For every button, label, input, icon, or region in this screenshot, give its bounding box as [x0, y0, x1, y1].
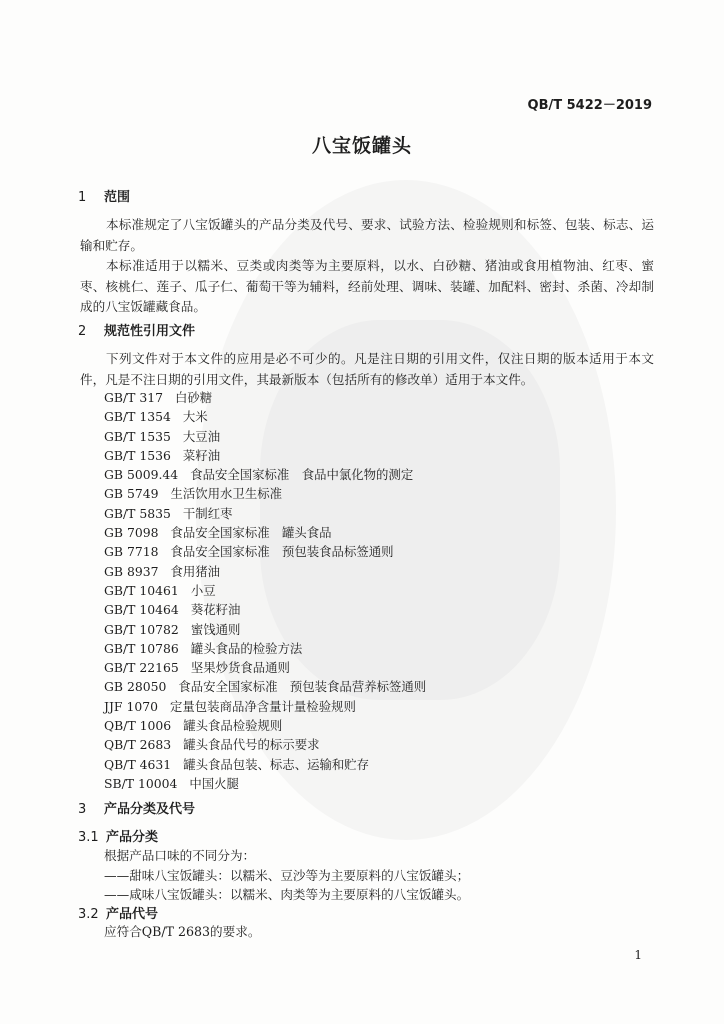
reference-item: [104, 735, 426, 754]
reference-title: 罐头食品包装、标志、运输和贮存: [183, 756, 370, 772]
reference-code: QB/T 1006: [104, 718, 172, 734]
section-1-paragraph-1: 本标准规定了八宝饭罐头的产品分类及代号、要求、试验方法、检验规则和标签、包装、标志、运输和贮存。: [80, 217, 654, 253]
reference-title: 坚果炒货食品通则: [190, 660, 290, 676]
section-1-paragraph-2: 本标准适用于以糯米、豆类或肉类等为主要原料，以水、白砂糖、猪油或食用植物油、红枣、蜜枣、核桃仁、莲子、瓜子仁、葡萄干等为辅料，经前处理、调味、装罐、加配料、密封、杀菌、冷却制成的八宝饭罐藏食品。: [80, 258, 654, 314]
section-1-heading: [78, 186, 130, 205]
section-number: 2: [78, 324, 87, 339]
reference-code: GB/T 1536: [104, 447, 171, 463]
reference-title: 食品安全国家标准 食品中氯化物的测定: [190, 467, 414, 483]
reference-code: GB/T 5835: [104, 505, 171, 521]
reference-code: SB/T 10004: [104, 775, 178, 791]
section-3-heading: [78, 798, 195, 817]
reference-code: GB/T 10786: [104, 640, 179, 656]
reference-item: [104, 542, 426, 561]
reference-item: [104, 523, 426, 542]
reference-item: [104, 388, 426, 407]
reference-title: 中国火腿: [189, 775, 239, 791]
reference-item: [104, 716, 426, 735]
reference-item: [104, 755, 426, 774]
product-code-text: 应符合QB/T 2683的要求。: [104, 924, 261, 939]
subsection-number: 3.1: [78, 830, 99, 845]
reference-title: 葵花籽油: [190, 602, 241, 618]
section-number: 1: [78, 190, 87, 205]
section-2-heading: [78, 320, 195, 339]
reference-title: 小豆: [190, 582, 216, 598]
reference-title: 食品安全国家标准 预包装食品标签通则: [170, 544, 394, 560]
reference-item: [104, 562, 426, 581]
section-title: 规范性引用文件: [104, 324, 196, 339]
section-3-2-heading: [78, 903, 158, 922]
reference-code: GB/T 317: [104, 390, 164, 405]
reference-title: 罐头食品代号的标示要求: [183, 737, 320, 753]
reference-code: GB/T 10461: [104, 582, 179, 598]
reference-item: [104, 427, 426, 446]
section-2-paragraph: 下列文件对于本文件的应用是必不可少的。凡是注日期的引用文件，仅注日期的版本适用于本文件，凡是不注日期的引用文件，其最新版本（包括所有的修改单）适用于本文件。: [80, 351, 654, 387]
reference-code: JJF 1070: [104, 698, 159, 714]
reference-item: [104, 697, 426, 716]
reference-title: 罐头食品检验规则: [183, 718, 283, 734]
reference-item: [104, 774, 426, 793]
section-title: 产品分类及代号: [104, 802, 196, 817]
reference-item: [104, 446, 426, 465]
subsection-title: 产品代号: [106, 907, 159, 922]
reference-code: GB 28050: [104, 679, 167, 695]
classification-item-sweet: ——甜味八宝饭罐头：以糯米、豆沙等为主要原料的八宝饭罐头；: [104, 868, 470, 883]
section-title: 范围: [104, 190, 131, 205]
reference-title: 食品安全国家标准 预包装食品营养标签通则: [178, 679, 427, 695]
reference-code: GB 5749: [104, 486, 159, 502]
page-number: 1: [634, 948, 642, 962]
reference-title: 定量包装商品净含量计量检验规则: [170, 698, 356, 714]
reference-code: GB 7098: [104, 525, 159, 541]
reference-code: QB/T 4631: [104, 756, 172, 772]
reference-item: [104, 600, 426, 619]
section-3-1-heading: [78, 826, 158, 845]
reference-item: [104, 677, 426, 696]
normative-references-list: [104, 388, 426, 793]
reference-title: 大米: [182, 409, 208, 425]
subsection-title: 产品分类: [106, 830, 159, 845]
reference-code: GB 7718: [104, 544, 159, 560]
section-number: 3: [78, 802, 87, 817]
reference-code: QB/T 2683: [104, 737, 172, 753]
standard-number: QB/T 5422－2019: [527, 98, 652, 113]
reference-item: [104, 504, 426, 523]
subsection-number: 3.2: [78, 907, 99, 922]
reference-code: GB/T 10782: [104, 621, 179, 637]
reference-title: 罐头食品的检验方法: [190, 640, 303, 656]
reference-item: [104, 620, 426, 639]
reference-code: GB 8937: [104, 563, 159, 579]
classification-item-savory: ——咸味八宝饭罐头：以糯米、肉类等为主要原料的八宝饭罐头。: [104, 887, 470, 902]
reference-item: [104, 407, 426, 426]
reference-item: [104, 658, 426, 677]
reference-title: 食用猪油: [170, 563, 221, 579]
reference-code: GB/T 1535: [104, 428, 171, 444]
reference-item: [104, 639, 426, 658]
reference-title: 菜籽油: [182, 447, 221, 463]
reference-item: [104, 581, 426, 600]
reference-title: 大豆油: [182, 428, 221, 444]
reference-title: 生活饮用水卫生标准: [170, 486, 282, 502]
document-title: 八宝饭罐头: [311, 135, 412, 157]
reference-code: GB/T 10464: [104, 602, 179, 618]
reference-title: 食品安全国家标准 罐头食品: [170, 525, 332, 541]
reference-item: [104, 484, 426, 503]
reference-title: 干制红枣: [182, 505, 233, 521]
reference-title: 白砂糖: [175, 390, 213, 405]
classification-intro: 根据产品口味的不同分为：: [104, 848, 256, 863]
reference-code: GB/T 22165: [104, 660, 179, 676]
reference-title: 蜜饯通则: [190, 621, 241, 637]
reference-code: GB 5009.44: [104, 467, 179, 483]
reference-item: [104, 465, 426, 484]
reference-code: GB/T 1354: [104, 409, 171, 425]
